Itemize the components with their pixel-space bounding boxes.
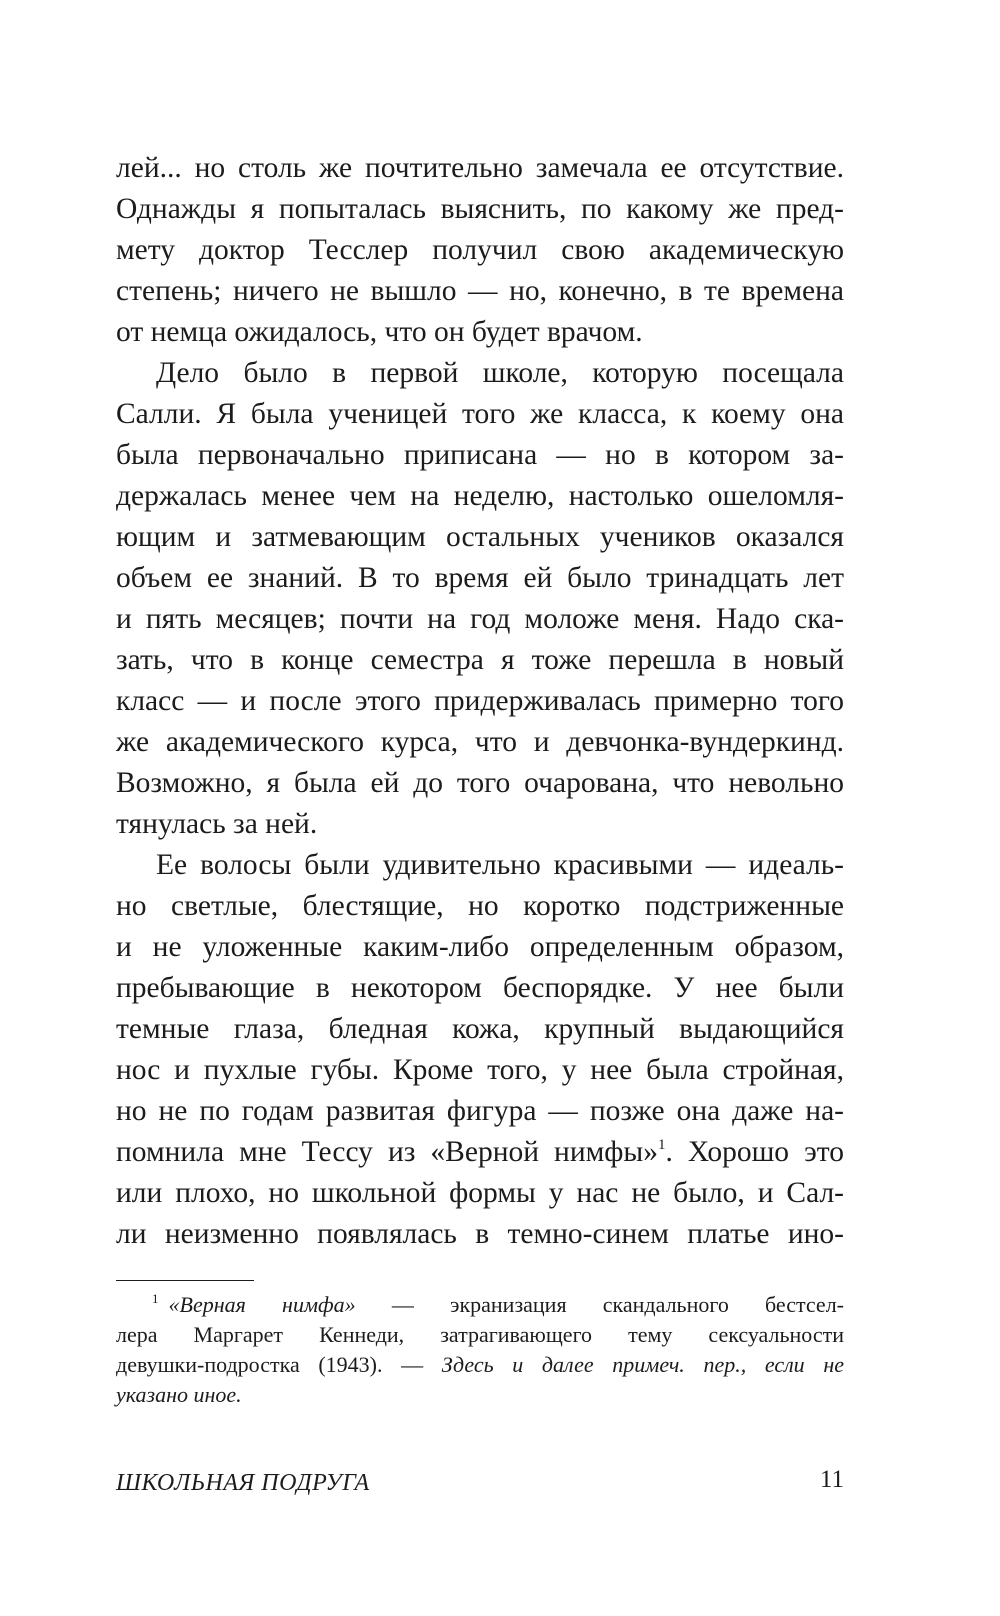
text-line: но светлые, блестящие, но коротко подстриженные [116,890,844,922]
text-line: нос и пухлые губы. Кроме того, у нее была стройная, [116,1054,844,1086]
footnote-line [116,1350,844,1380]
footnote [116,1290,844,1410]
text-line: зать, что в конце семестра я тоже перешла в новый [116,644,844,676]
text-line: или плохо, но школьной формы у нас не было, и Сал- [116,1177,844,1209]
text-line: объем ее знаний. В то время ей было тринадцать лет [116,562,844,594]
text-line: Ее волосы были удивительно красивыми — идеаль- [156,849,844,881]
text-segment: помнила мне Тессу из «Верной нимфы» [116,1136,658,1168]
text-line: Салли. Я была ученицей того же класса, к коему она [116,398,844,430]
text-segment: . Хорошо это [665,1136,844,1168]
text-line: Возможно, я была ей до того очарована, что невольно [116,767,844,799]
text-line: ли неизменно появлялась в темно-синем платье ино- [116,1218,844,1250]
text-line: тянулась за ней. [116,808,318,840]
footnote-line [116,1290,844,1320]
text-line-with-footnote [116,1132,844,1173]
text-line: мету доктор Тесслер получил свою академическую [116,234,844,266]
text-line: но не по годам развитая фигура — позже она даже на- [116,1095,844,1127]
text-line: степень; ничего не вышло — но, конечно, в те времена [116,275,844,307]
text-line: была первоначально приписана — но в котором за- [116,439,844,471]
text-line: пребывающие в некотором беспорядке. У нее были [116,972,844,1004]
footnote-divider [116,1280,254,1281]
text-line: класс — и после этого придерживалась примерно того [116,685,844,717]
text-line: и не уложенные каким-либо определенным образом, [116,931,844,963]
footnote-marker: 1 [152,1291,159,1306]
footnote-text: девушки-подростка (1943). — [116,1352,442,1377]
footnote-reference: 1 [657,1137,666,1153]
text-line: лей... но столь же почтительно замечала ее отсутствие. [116,152,844,184]
text-line: Однажды я попыталась выяснить, по какому же пред- [116,193,844,225]
text-line: от немца ожидалось, что он будет врачом. [116,316,643,348]
text-line: держалась менее чем на неделю, настолько ошеломля- [116,480,844,512]
footnote-line: лера Маргарет Кеннеди, затрагивающего тему сексуальности [116,1322,844,1347]
footnote-line: указано иное. [116,1382,242,1407]
text-line: же академического курса, что и девчонка-вундеркинд. [116,726,844,758]
page-number: 11 [819,1466,844,1493]
text-line: Дело было в первой школе, которую посещала [156,357,844,389]
text-line: темные глаза, бледная кожа, крупный выдающийся [116,1013,844,1045]
text-line: ющим и затмевающим остальных учеников оказался [116,521,844,553]
footnote-text: — экранизация скандального бестсел- [355,1292,844,1317]
footnote-title: «Верная нимфа» [168,1292,356,1317]
running-title: ШКОЛЬНАЯ ПОДРУГА [116,1470,370,1496]
footnote-note: Здесь и далее примеч. пер., если не [441,1352,844,1377]
main-text [116,148,844,1255]
text-line: и пять месяцев; почти на год моложе меня. Надо ска- [116,603,844,635]
